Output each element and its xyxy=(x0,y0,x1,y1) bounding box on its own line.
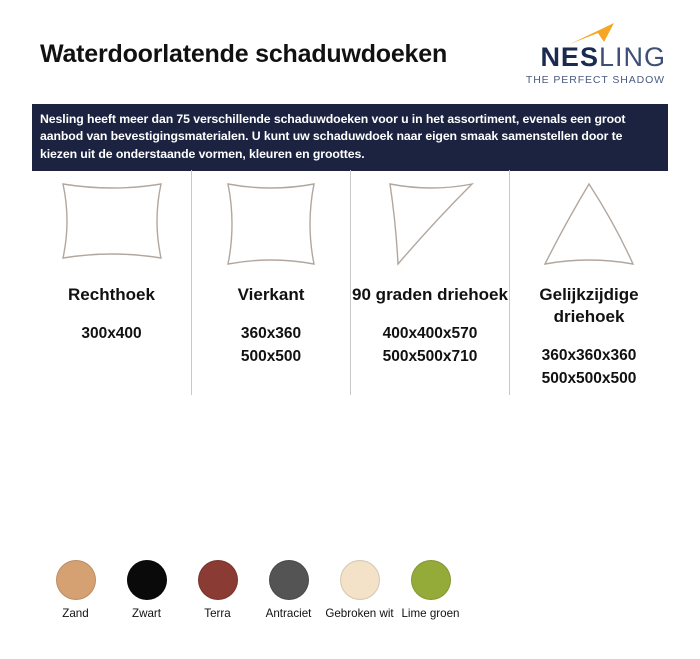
logo-wordmark xyxy=(486,44,666,71)
color-label: Zand xyxy=(62,607,89,620)
shape-art xyxy=(32,170,191,280)
shape-name: Gelijkzijdige driehoek xyxy=(539,285,639,326)
shape-size-item: 500x500x710 xyxy=(382,348,478,366)
shape-art xyxy=(192,170,350,280)
shape-option-vierkant[interactable] xyxy=(191,170,350,395)
intro-banner xyxy=(32,104,668,171)
color-option-zand[interactable] xyxy=(40,560,111,650)
color-label: Lime groen xyxy=(401,607,460,620)
color-option-terra[interactable] xyxy=(182,560,253,650)
color-label: Gebroken wit xyxy=(325,607,394,620)
color-label: Antraciet xyxy=(265,607,312,620)
shape-size-item: 360x360 xyxy=(240,324,302,342)
shape-size-item: 500x500 xyxy=(240,348,302,366)
shape-sizes xyxy=(192,322,350,369)
logo-word-light: LING xyxy=(598,42,666,72)
color-option-lime-groen[interactable] xyxy=(395,560,466,650)
shape-sizes xyxy=(351,322,509,369)
color-option-gebroken-wit[interactable] xyxy=(324,560,395,650)
square-shape-icon xyxy=(222,178,320,270)
equilateral-triangle-shape-icon xyxy=(539,178,639,270)
shape-name: Rechthoek xyxy=(68,285,155,304)
shape-sizes xyxy=(510,344,668,391)
shape-size-item: 300x400 xyxy=(81,324,142,342)
shape-art xyxy=(510,170,668,280)
color-options-row xyxy=(40,560,470,650)
shape-name: Vierkant xyxy=(237,285,305,304)
shape-size-item: 500x500x500 xyxy=(541,370,637,388)
color-swatch[interactable] xyxy=(127,560,167,600)
shape-option-90-graden-driehoek[interactable] xyxy=(350,170,509,395)
right-triangle-shape-icon xyxy=(382,178,478,270)
color-label: Terra xyxy=(204,607,231,620)
shape-options-row xyxy=(32,170,668,395)
page-header xyxy=(0,0,700,96)
shape-art xyxy=(351,170,509,280)
color-swatch[interactable] xyxy=(269,560,309,600)
nesling-logo xyxy=(486,22,666,84)
color-swatch[interactable] xyxy=(56,560,96,600)
color-swatch[interactable] xyxy=(411,560,451,600)
page-title: Waterdoorlatende schaduwdoeken xyxy=(40,40,448,68)
intro-banner-text: Nesling heeft meer dan 75 verschillende schaduwdoeken voor u in het assortiment, evenals een groot aanbod van bevestigingsmaterialen. U kunt uw schaduwdoek naar eigen smaak samenstellen door te kiezen uit de onderstaande vormen, kleuren en groottes. xyxy=(40,112,626,161)
shape-option-gelijkzijdige-driehoek[interactable] xyxy=(509,170,668,395)
color-label: Zwart xyxy=(132,607,161,620)
shape-option-rechthoek[interactable] xyxy=(32,170,191,395)
rectangle-shape-icon xyxy=(57,178,167,264)
logo-word-main: NES xyxy=(540,42,599,72)
shape-size-item: 400x400x570 xyxy=(382,324,478,342)
color-swatch[interactable] xyxy=(340,560,380,600)
shape-name: 90 graden driehoek xyxy=(352,285,508,304)
shape-size-item: 360x360x360 xyxy=(541,346,637,364)
color-option-zwart[interactable] xyxy=(111,560,182,650)
logo-tagline: THE PERFECT SHADOW xyxy=(525,74,665,86)
color-option-antraciet[interactable] xyxy=(253,560,324,650)
shape-sizes xyxy=(32,322,191,346)
color-swatch[interactable] xyxy=(198,560,238,600)
